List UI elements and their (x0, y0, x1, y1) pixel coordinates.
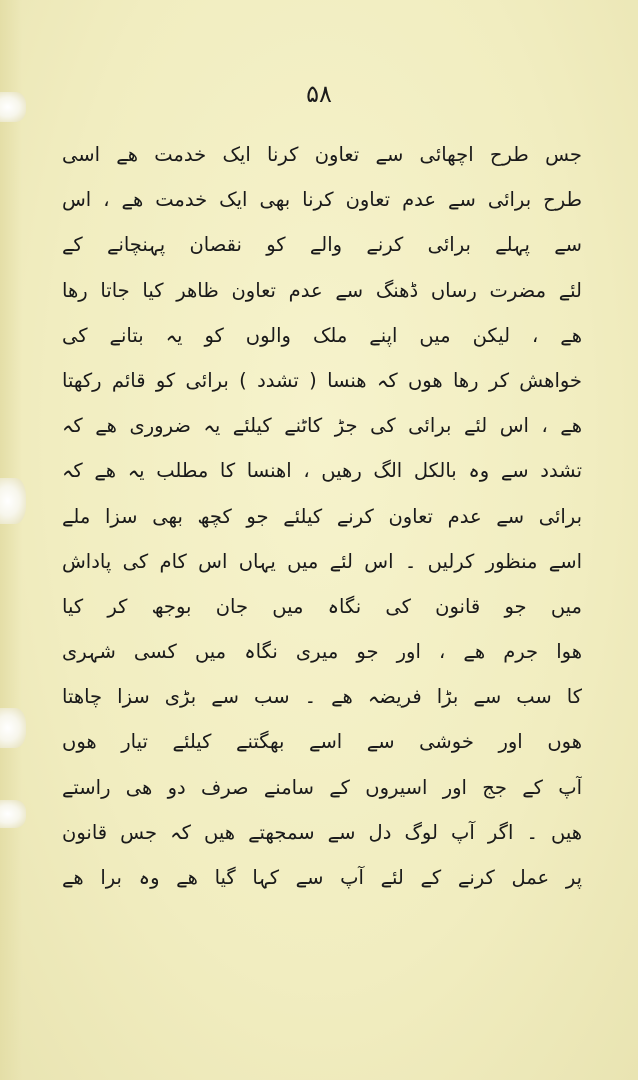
text-line: جس طرح اچھائی سے تعاون کرنا ایک خدمت ھے اسی (62, 143, 582, 166)
text-line: خواھش کر رھا ھوں کہ ھنسا ( تشدد ) برائی کو قائم رکھتا (62, 368, 582, 392)
text-line: آپ کے جج اور اسیروں کے سامنے صرف دو ھی راستے (62, 775, 582, 799)
binding-hole (0, 708, 26, 748)
text-line: کا سب سے بڑا فریضہ ھے ۔ سب سے بڑی سزا چاھتا (62, 685, 582, 709)
body-text (62, 132, 582, 900)
text-line: اسے منظور کرلیں ۔ اس لئے میں یہاں اس کام کی پاداش (62, 549, 582, 573)
text-line: طرح برائی سے عدم تعاون کرنا بھی ایک خدمت ھے ، اس (62, 188, 582, 212)
text-line: برائی سے عدم تعاون کرنے کیلئے جو کچھ بھی سزا ملے (62, 504, 582, 528)
text-line: ھے ، اس لئے برائی کی جڑ کاٹنے کیلئے یہ ضروری ھے کہ (62, 414, 582, 438)
page-number: ۵۸ (306, 80, 332, 108)
text-line: ھے ، لیکن میں اپنے ملک والوں کو یہ بتانے کی (62, 323, 582, 347)
text-line: پر عمل کرنے کے لئے آپ سے کہا گیا ھے وہ برا ھے (62, 866, 582, 889)
text-line: ھوں اور خوشی سے اسے بھگتنے کیلئے تیار ھوں (62, 730, 582, 754)
page-binding-edge (0, 0, 22, 1080)
text-line: ھوا جرم ھے ، اور جو میری نگاہ میں کسی شہری (62, 640, 582, 664)
binding-hole (0, 478, 26, 524)
text-line: ھیں ۔ اگر آپ لوگ دل سے سمجھتے ھیں کہ جس قانون (62, 820, 582, 844)
text-line: لئے مضرت رساں ڈھنگ سے عدم تعاون ظاھر کیا جاتا رھا (62, 278, 582, 302)
text-line: سے پہلے برائی کرنے والے کو نقصان پہنچانے کے (62, 233, 582, 257)
text-line: میں جو قانون کی نگاہ میں جان بوجھ کر کیا (62, 594, 582, 618)
text-line: تشدد سے وہ بالکل الگ رھیں ، اھنسا کا مطلب یہ ھے کہ (62, 459, 582, 483)
binding-hole (0, 800, 26, 828)
